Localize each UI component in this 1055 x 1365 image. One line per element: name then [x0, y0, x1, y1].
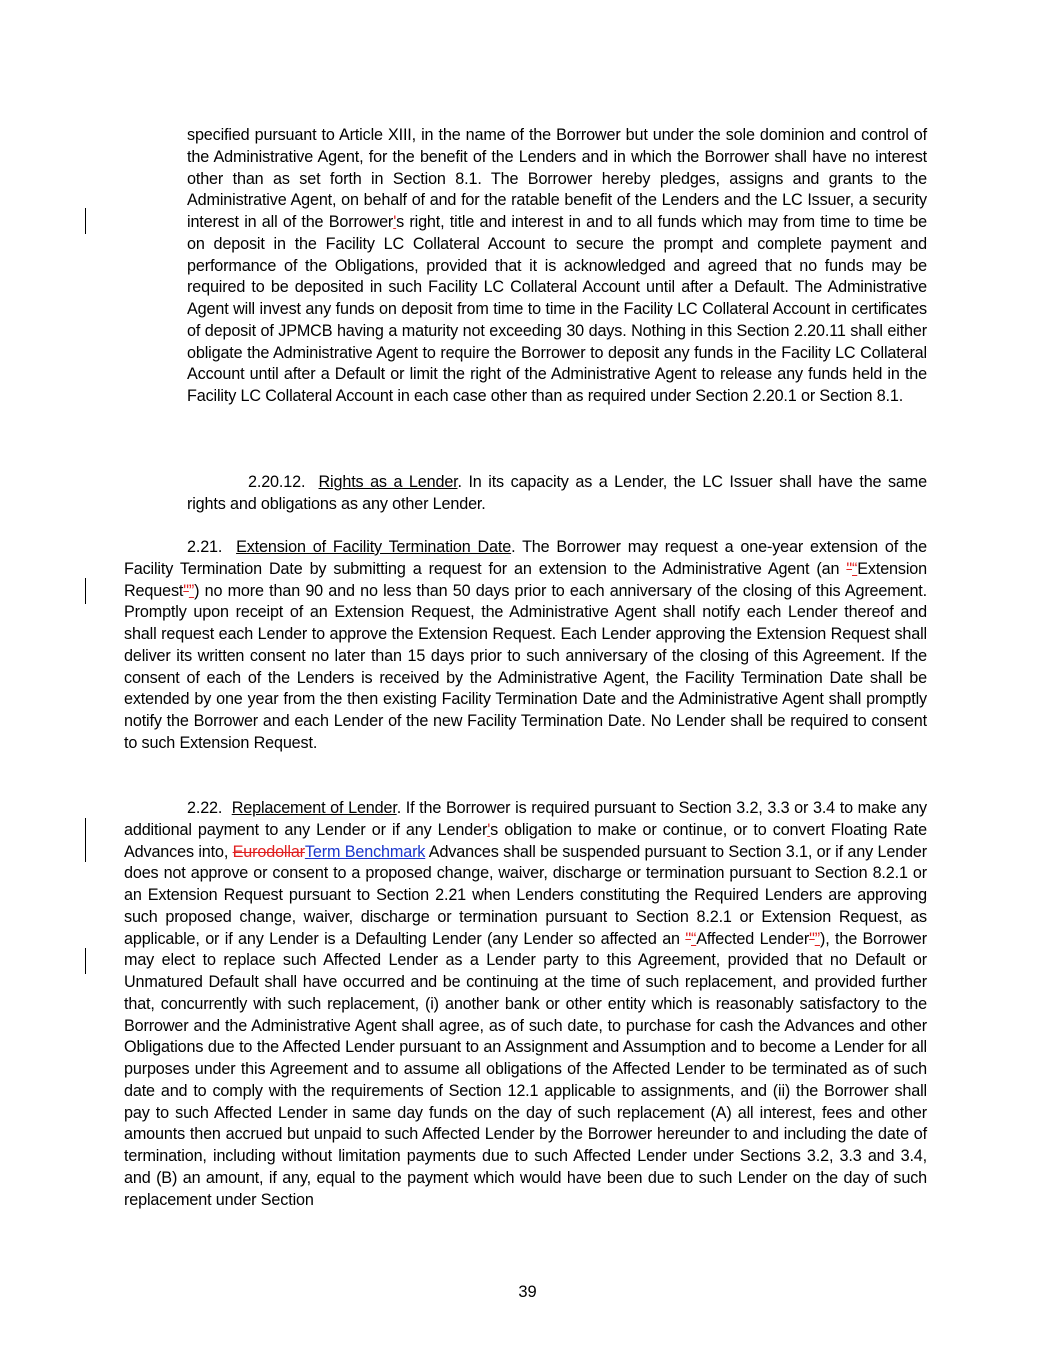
inserted-apostrophe: '	[393, 213, 397, 231]
section-heading: Extension of Facility Termination Date	[236, 538, 512, 556]
deleted-text: Eurodollar	[232, 842, 305, 861]
page-number: 39	[518, 1283, 537, 1301]
deleted-quote: "	[685, 929, 691, 948]
text-run: specified pursuant to Article XIII, in the name of the Borrower but under the sole dominion and control of the Administrative Agent, for the benefit of the Lenders and in which the Borrower shall have no interest other than as set forth in Section 8.1. The Borrower hereby pledges, assigns and grants to the Administrative Agent, on behalf of and for the ratable benefit of the Lenders and the LC Issuer, a security interest in all of the Borrower	[187, 126, 927, 231]
text-run: s right, title and interest in and to all funds which may from time to time be on deposit in the Facility LC Collateral Account to secure the prompt and complete payment and performance of the Obligations, provided that it is acknowledged and agreed that no funds may be required to be deposited in such Facility LC Collateral Account until after a Default. The Administrative Agent will invest any funds on deposit from time to time in the Facility LC Collateral Account in certificates of deposit of JPMCB having a maturity not exceeding 30 days. Nothing in this Section 2.20.11 shall either obligate the Administrative Agent to require the Borrower to deposit any funds in the Facility LC Collateral Account until after a Default or limit the right of the Administrative Agent to release any funds held in the Facility LC Collateral Account in each case other than as required under Section 2.20.1 or Section 8.1.	[187, 213, 927, 405]
inserted-text: Term Benchmark	[304, 842, 426, 861]
section-number: 2.21.	[187, 538, 223, 556]
section-text: . The Borrower may request a one-year extension of the Facility Termination Date by submitting a request for an extension to the Administrative Agent (an	[124, 538, 927, 578]
change-bar	[85, 818, 86, 862]
inserted-quote: ”	[814, 929, 820, 948]
deleted-quote: "	[809, 929, 815, 948]
defined-term: Affected Lender	[696, 929, 810, 948]
inserted-quote: ”	[188, 581, 195, 600]
inserted-apostrophe: '	[487, 820, 491, 839]
section-number: 2.20.12.	[248, 473, 306, 491]
section-2-22	[124, 798, 927, 1211]
section-text: . If the Borrower is required pursuant to Section 3.2, 3.3 or 3.4 to make any additional payment to any Lender or if any Lender	[124, 799, 928, 839]
section-heading: Replacement of Lender	[231, 799, 397, 817]
change-bar	[85, 208, 86, 234]
inserted-quote: “	[690, 929, 697, 948]
section-heading: Rights as a Lender	[318, 473, 458, 491]
inserted-quote: “	[852, 559, 858, 578]
section-2-21	[124, 537, 927, 755]
change-bar	[85, 948, 86, 974]
paragraph-facility-lc-collateral	[187, 125, 927, 408]
section-number: 2.22.	[187, 799, 223, 817]
section-text: Advances shall be suspended pursuant to Section 3.1, or if any Lender does not approve or consent to a proposed change, waiver, discharge or termination pursuant to Section 8.2.1 or an Extension Request pursuant to Section 2.21 when Lenders constituting the Required Lenders are approving such proposed change, waiver, discharge or termination pursuant to Section 8.2.1 or Extension Request, as applicable, or if any Lender is a Defaulting Lender (any Lender so affected an	[124, 842, 928, 948]
section-text: ) no more than 90 and no less than 50 days prior to each anniversary of the closing of this Agreement. Promptly upon receipt of an Extension Request, the Administrative Agent shall notify each Lender thereof and shall request each Lender to approve the Extension Request. Each Lender approving the Extension Request shall deliver its written consent no later than 15 days prior to such anniversary of the closing of this Agreement. If the consent of each of the Lenders is received by the Administrative Agent, the Facility Termination Date shall be extended by one year from the then existing Facility Termination Date and the Administrative Agent shall promptly notify the Borrower and each Lender of the new Facility Termination Date. No Lender shall be required to consent to such Extension Request.	[124, 581, 927, 752]
change-bar	[85, 578, 86, 604]
deleted-quote: "	[183, 581, 189, 600]
section-text: ), the Borrower may elect to replace such Affected Lender as a Lender party to this Agreement, provided that no Default or Unmatured Default shall have occurred and be continuing at the time of such replacement, and provided further that, concurrently with such replacement, (i) another bank or other entity which is reasonably satisfactory to the Borrower and the Administrative Agent shall agree, as of such date, to purchase for cash the Advances and other Obligations due to the Affected Lender pursuant to an Assignment and Assumption and to become a Lender for all purposes under this Agreement and to assume all obligations of the Affected Lender to be terminated as of such date and to comply with the requirements of Section 12.1 applicable to assignments, and (ii) the Borrower shall pay to such Affected Lender in same day funds on the day of such replacement (A) all interest, fees and other amounts then accrued but unpaid to such Affected Lender by the Borrower hereunder to and including the date of termination, including without limitation payments due to such Affected Lender under Sections 3.2, 3.3 and 3.4, and (B) an amount, if any, equal to the payment which would have been due to such Lender on the day of such replacement under Section	[124, 929, 927, 1209]
section-2-20-12	[187, 472, 927, 516]
defined-term: Extension Request	[124, 559, 927, 600]
deleted-quote: "	[846, 559, 852, 578]
section-text: s obligation to make or continue, or to convert Floating Rate Advances into,	[124, 820, 928, 861]
section-text: . In its capacity as a Lender, the LC Issuer shall have the same rights and obligations as any other Lender.	[187, 473, 927, 513]
